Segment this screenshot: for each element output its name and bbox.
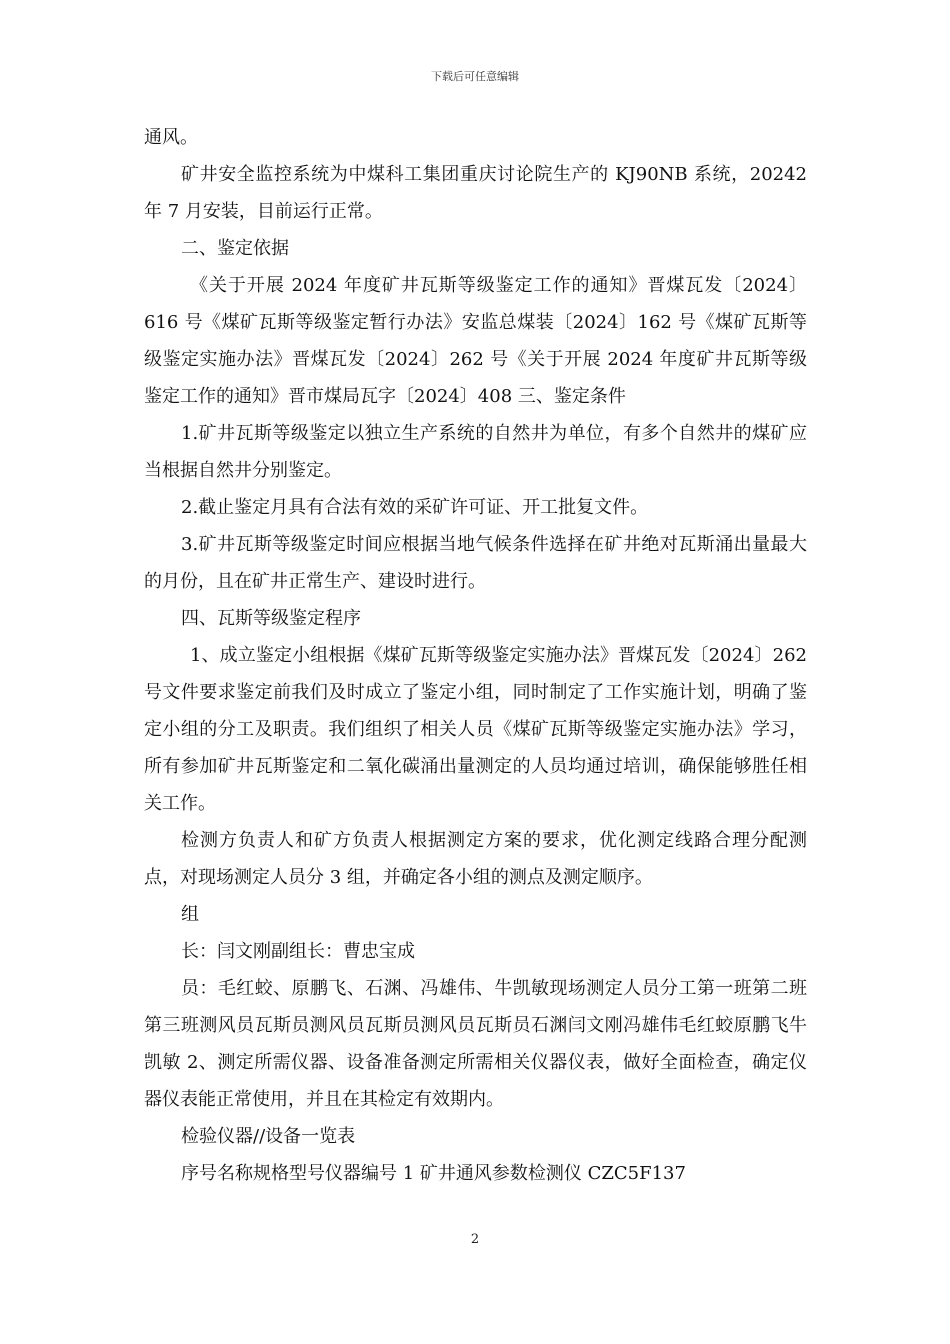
paragraph: 矿井安全监控系统为中煤科工集团重庆讨论院生产的 KJ90NB 系统，20242 年 7 月安装，目前运行正常。 — [144, 164, 807, 222]
paragraph: 通风。 — [144, 127, 198, 148]
paragraph: 检测方负责人和矿方负责人根据测定方案的要求，优化测定线路合理分配测点，对现场测定人员分 3 组，并确定各小组的测点及测定顺序。 — [144, 830, 807, 888]
section-heading: 四、瓦斯等级鉴定程序 — [181, 608, 361, 629]
table-title: 检验仪器//设备一览表 — [181, 1126, 356, 1147]
paragraph: 员：毛红蛟、原鹏飞、石渊、冯雄伟、牛凯敏现场测定人员分工第一班第二班第三班测风员瓦斯员测风员瓦斯员测风员瓦斯员石渊闫文刚冯雄伟毛红蛟原鹏飞牛凯敏 2、测定所需仪器、设备准备测定所需相关仪器仪表，做好全面检查，确定仪器仪表能正常使用，并且在其检定有效期内。 — [144, 978, 807, 1110]
paragraph: 1、成立鉴定小组根据《煤矿瓦斯等级鉴定实施办法》晋煤瓦发〔2024〕262 号文件要求鉴定前我们及时成立了鉴定小组，同时制定了工作实施计划，明确了鉴定小组的分工及职责。我们组织了相关人员《煤矿瓦斯等级鉴定实施办法》学习，所有参加矿井瓦斯鉴定和二氧化碳涌出量测定的人员均通过培训，确保能够胜任相关工作。 — [144, 645, 807, 814]
document-body — [144, 119, 807, 1192]
list-item: 3.矿井瓦斯等级鉴定时间应根据当地气候条件选择在矿井绝对瓦斯涌出量最大的月份，且在矿井正常生产、建设时进行。 — [144, 534, 807, 592]
paragraph: 《关于开展 2024 年度矿井瓦斯等级鉴定工作的通知》晋煤瓦发〔2024〕616 号《煤矿瓦斯等级鉴定暂行办法》安监总煤装〔2024〕162 号《煤矿瓦斯等级鉴定实施办法》晋煤瓦发〔2024〕262 号《关于开展 2024 年度矿井瓦斯等级鉴定工作的通知》晋市煤局瓦字〔2024〕408 三、鉴定条件 — [144, 275, 807, 407]
paragraph: 长：闫文刚副组长：曹忠宝成 — [181, 941, 415, 962]
paragraph: 组 — [181, 904, 199, 925]
page-number: 2 — [470, 1232, 480, 1247]
section-heading: 二、鉴定依据 — [181, 238, 289, 259]
page-header-note: 下载后可任意编辑 — [431, 70, 519, 83]
table-row: 序号名称规格型号仪器编号 1 矿井通风参数检测仪 CZC5F137 — [181, 1163, 686, 1184]
list-item: 2.截止鉴定月具有合法有效的采矿许可证、开工批复文件。 — [181, 497, 649, 518]
list-item: 1.矿井瓦斯等级鉴定以独立生产系统的自然井为单位，有多个自然井的煤矿应当根据自然井分别鉴定。 — [144, 423, 807, 481]
